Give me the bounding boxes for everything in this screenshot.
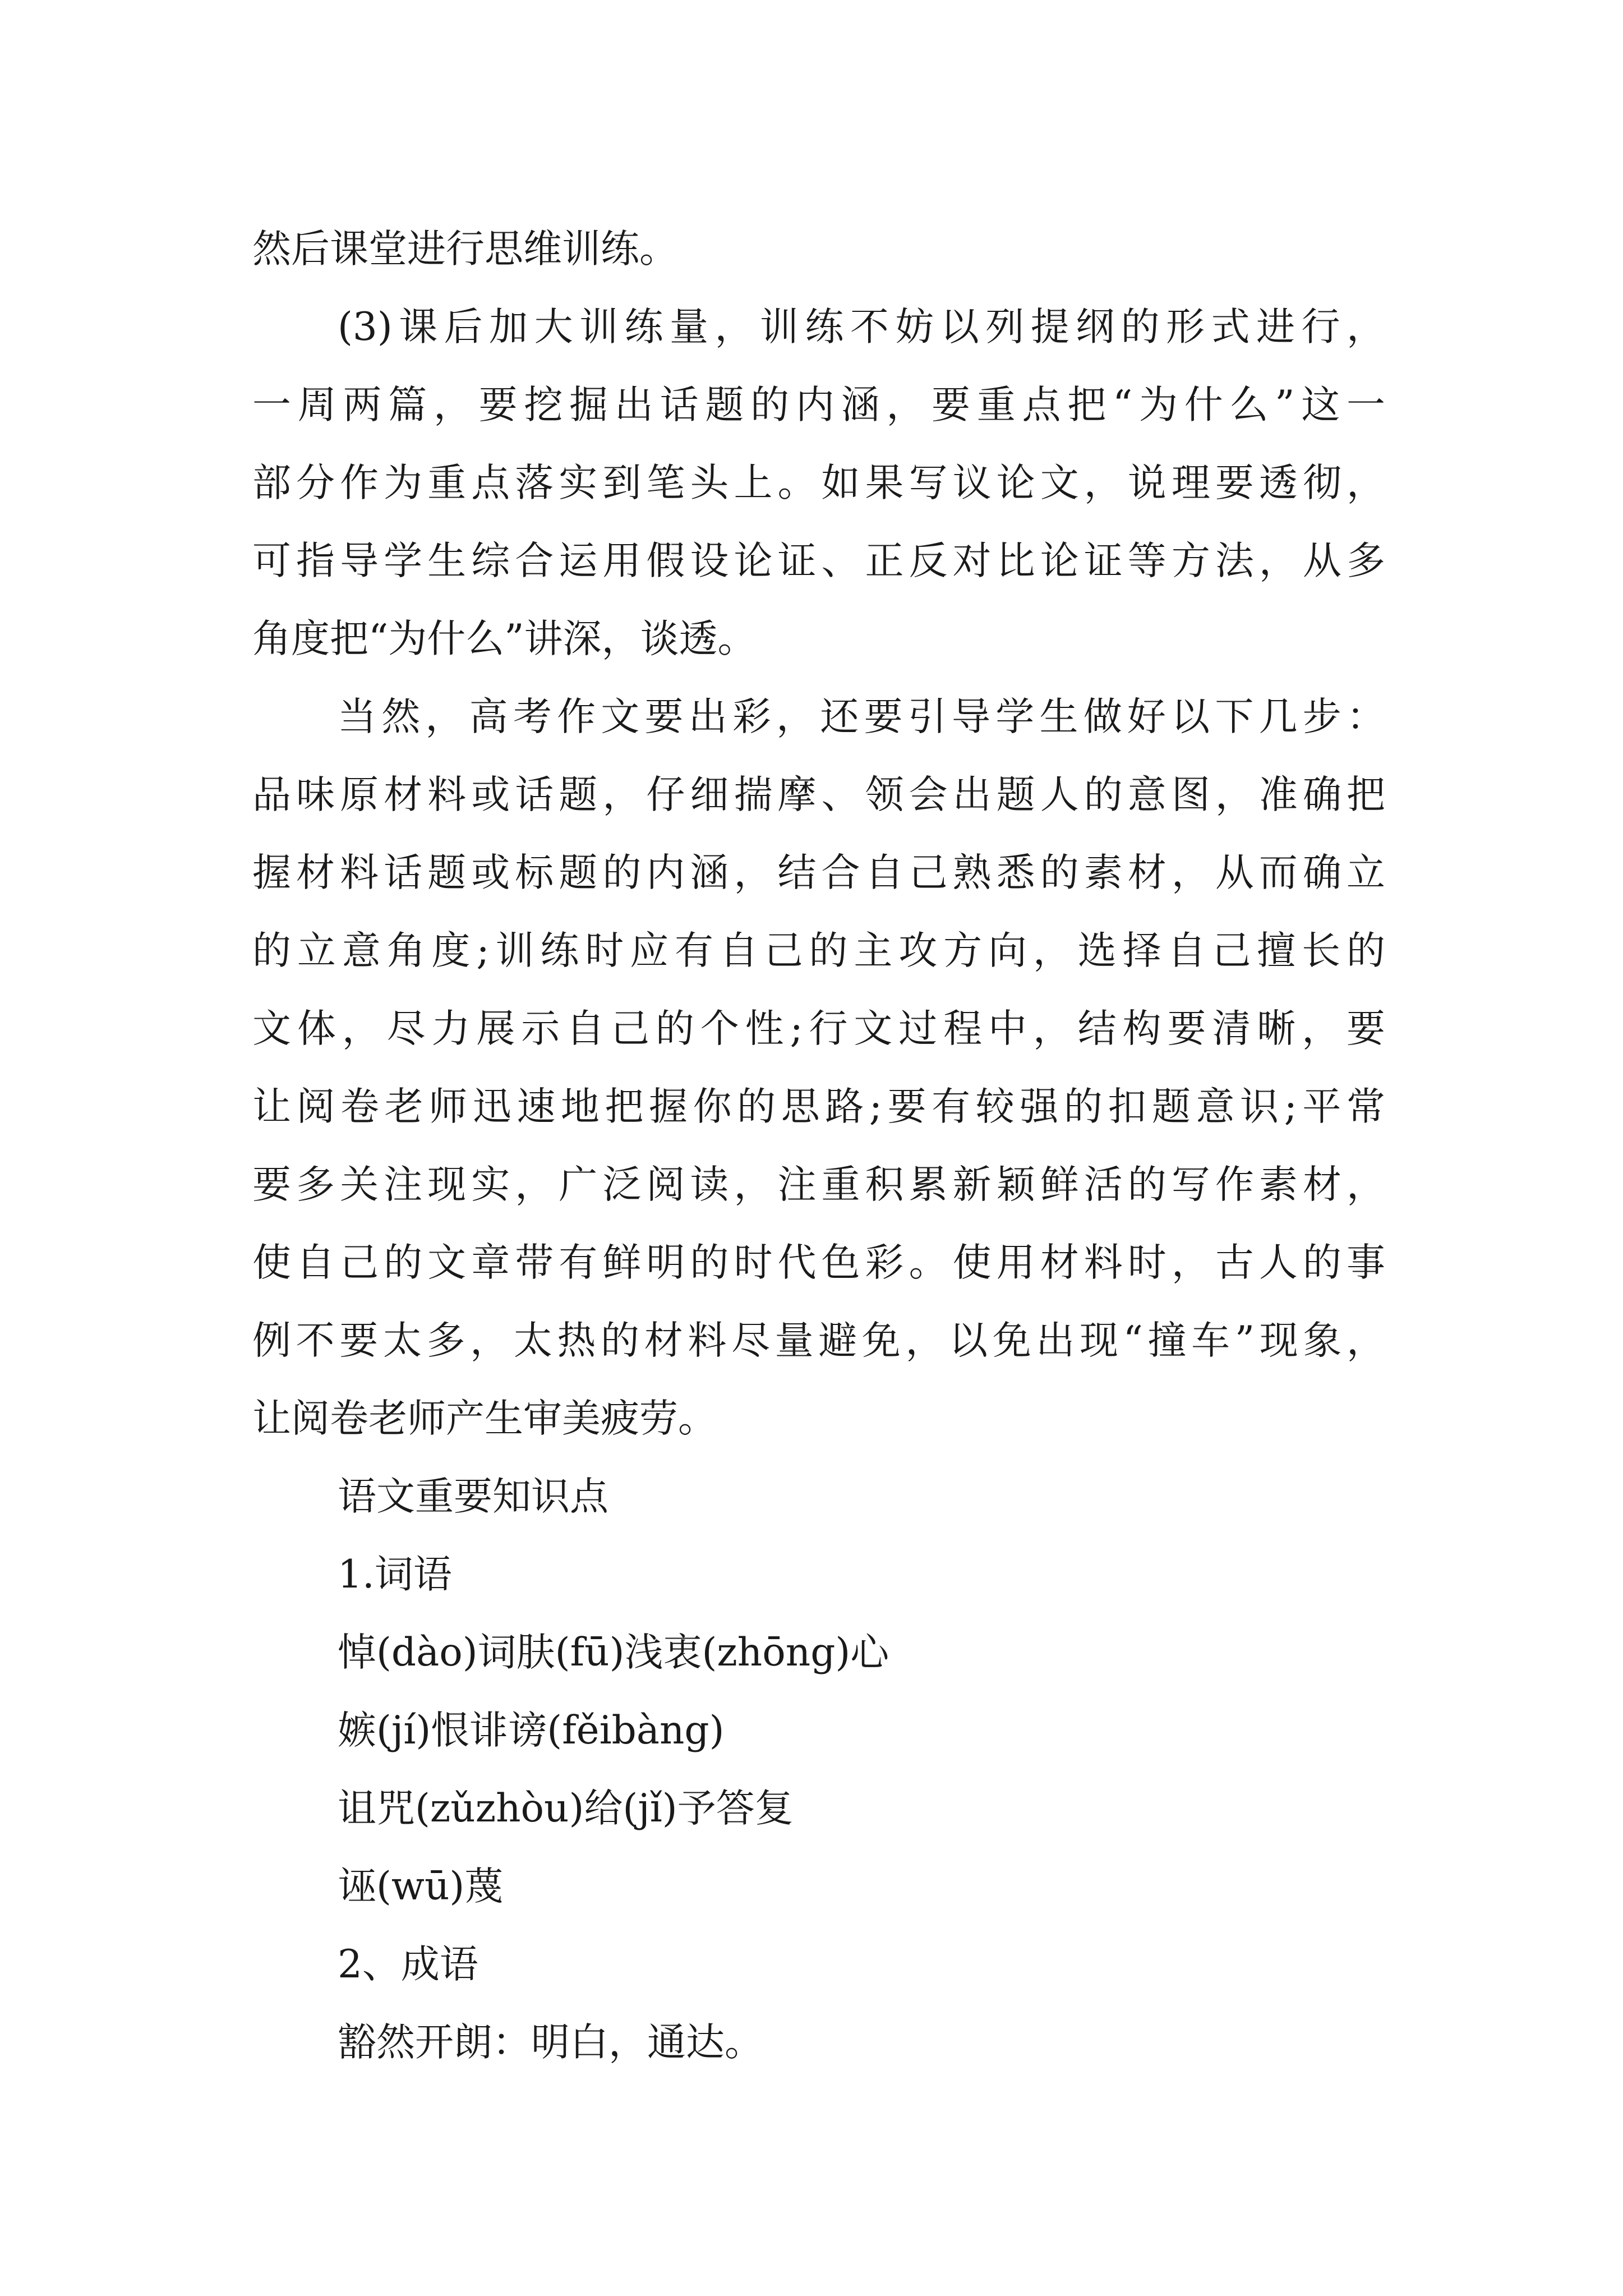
text-line <box>252 366 1385 444</box>
text-line-content: 要多关注现实，广泛阅读，注重积累新颖鲜活的写作素材， <box>252 1162 1385 1207</box>
text-line <box>252 1224 1385 1302</box>
text-line <box>252 1848 1385 1926</box>
text-line <box>252 2004 1385 2082</box>
text-line-content: 一周两篇，要挖掘出话题的内涵，要重点把“为什么”这一 <box>252 383 1385 427</box>
text-line <box>252 1458 1385 1536</box>
text-line-content: 当然，高考作文要出彩，还要引导学生做好以下几步： <box>338 694 1385 739</box>
text-line <box>252 1614 1385 1692</box>
text-line <box>252 600 1385 678</box>
text-line-content: 2、成语 <box>338 1942 478 1987</box>
text-line-content: 然后课堂进行思维训练。 <box>252 227 678 272</box>
text-line-content: 使自己的文章带有鲜明的时代色彩。使用材料时，古人的事 <box>252 1240 1385 1285</box>
text-line-content: 1.词语 <box>338 1552 452 1597</box>
text-line <box>252 678 1385 756</box>
text-line <box>252 1302 1385 1380</box>
text-line-content: 豁然开朗：明白，通达。 <box>338 2020 763 2065</box>
text-line-content: 品味原材料或话题，仔细揣摩、领会出题人的意图，准确把 <box>252 772 1385 817</box>
text-line <box>252 444 1385 522</box>
text-line <box>252 522 1385 600</box>
text-line <box>252 1146 1385 1224</box>
text-line <box>252 1068 1385 1146</box>
text-line-content: (3)课后加大训练量，训练不妨以列提纲的形式进行， <box>338 305 1385 349</box>
text-line-content: 让阅卷老师产生审美疲劳。 <box>252 1396 717 1441</box>
text-line <box>252 1536 1385 1614</box>
text-line-content: 例不要太多，太热的材料尽量避免，以免出现“撞车”现象， <box>252 1318 1385 1363</box>
text-line-content: 语文重要知识点 <box>338 1474 608 1519</box>
text-line-content: 的立意角度;训练时应有自己的主攻方向，选择自己擅长的 <box>252 928 1385 973</box>
text-line <box>252 1926 1385 2004</box>
text-line-content: 诬(wū)蔑 <box>338 1864 504 1909</box>
text-line <box>252 990 1385 1068</box>
text-line-content: 部分作为重点落实到笔头上。如果写议论文，说理要透彻， <box>252 461 1385 505</box>
text-line-content: 角度把“为什么”讲深，谈透。 <box>252 616 757 661</box>
text-line-content: 悼(dào)词肤(fū)浅衷(zhōng)心 <box>338 1630 889 1675</box>
text-line <box>252 834 1385 912</box>
text-line <box>252 1692 1385 1770</box>
text-line-content: 让阅卷老师迅速地把握你的思路;要有较强的扣题意识;平常 <box>252 1084 1385 1129</box>
text-line <box>252 1770 1385 1848</box>
text-line <box>252 756 1385 834</box>
text-line-content: 诅咒(zǔzhòu)给(jǐ)予答复 <box>338 1786 794 1831</box>
document-body <box>252 210 1385 2082</box>
text-line <box>252 288 1385 366</box>
text-line-content: 文体，尽力展示自己的个性;行文过程中，结构要清晰，要 <box>252 1006 1385 1051</box>
text-line-content: 可指导学生综合运用假设论证、正反对比论证等方法，从多 <box>252 539 1385 583</box>
text-line-content: 握材料话题或标题的内涵，结合自己熟悉的素材，从而确立 <box>252 850 1385 895</box>
text-line-content: 嫉(jí)恨诽谤(fěibàng) <box>338 1708 725 1753</box>
text-line <box>252 912 1385 990</box>
text-line <box>252 1380 1385 1458</box>
text-line <box>252 210 1385 288</box>
